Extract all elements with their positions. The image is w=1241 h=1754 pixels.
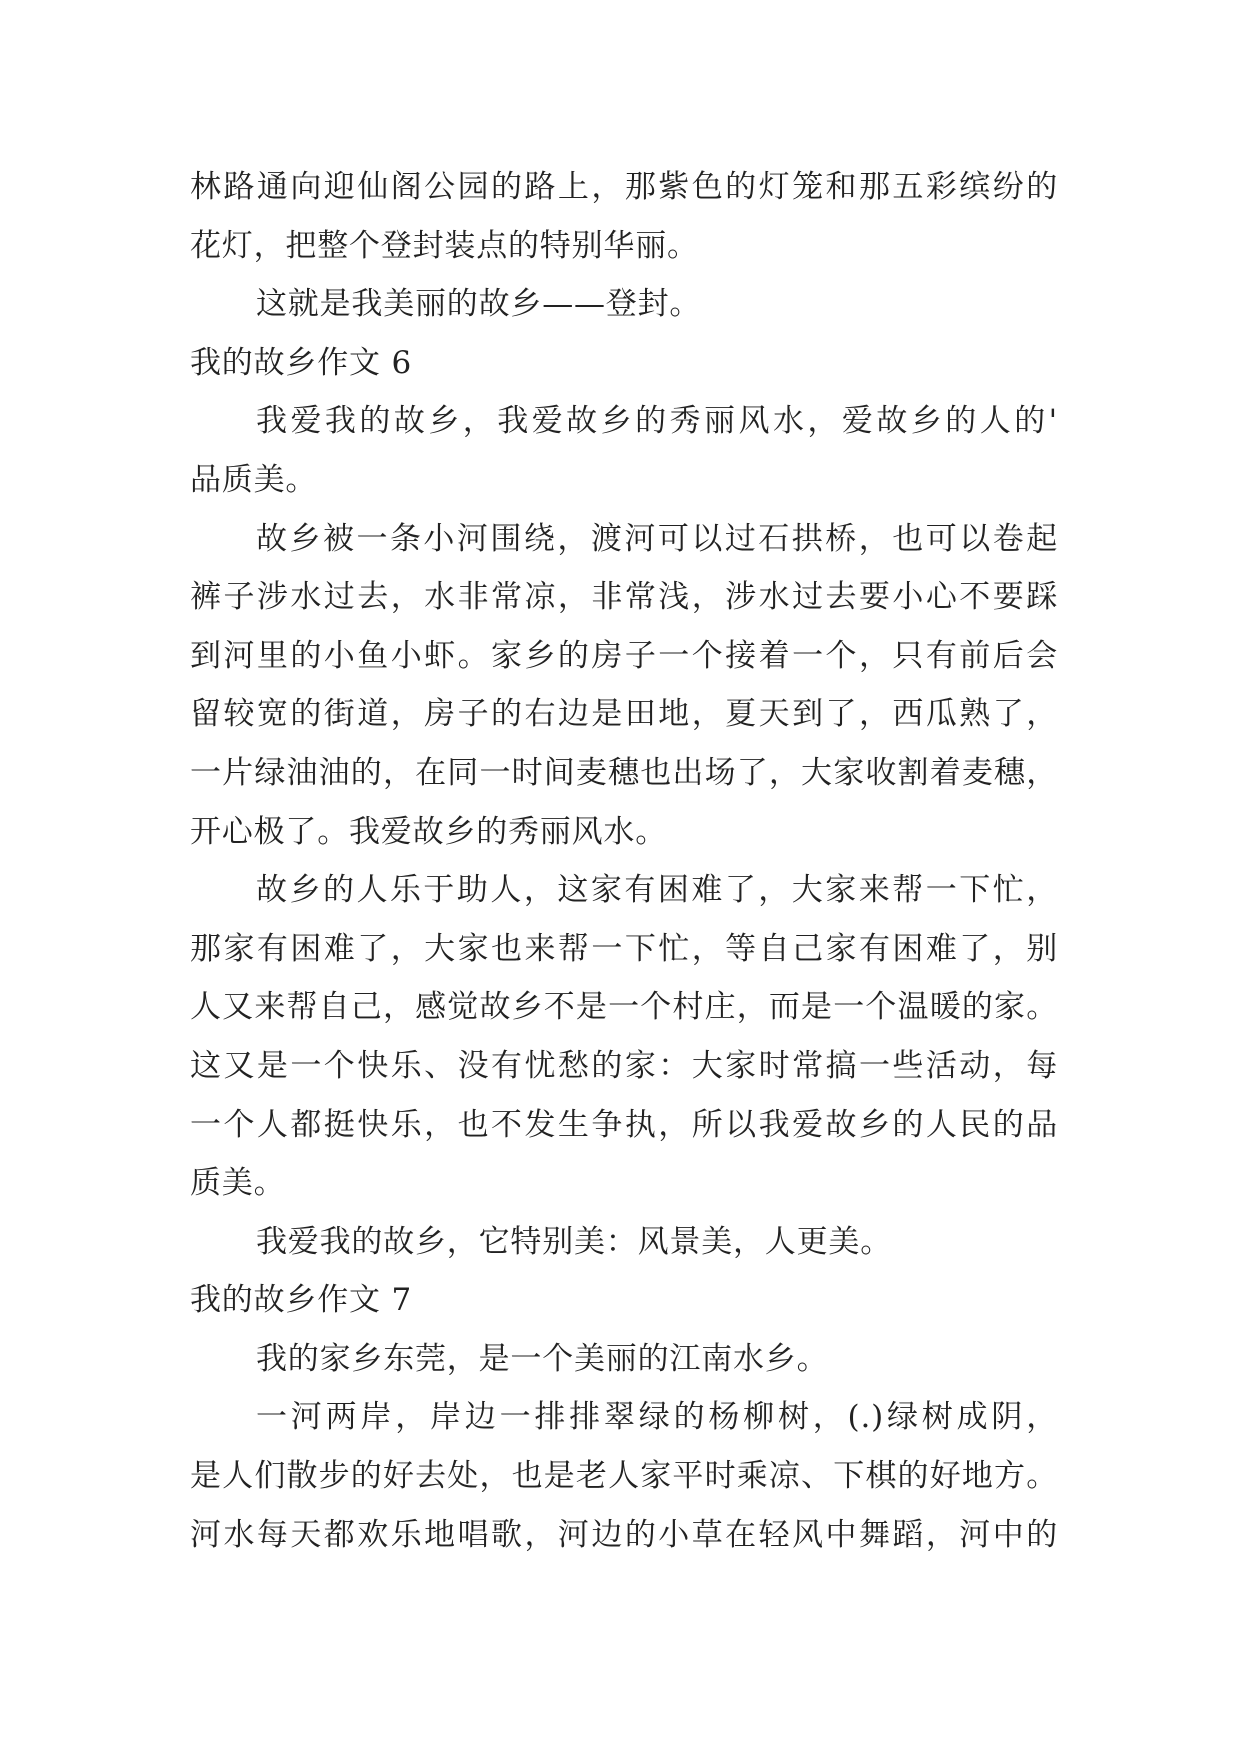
text-line: 故乡被一条小河围绕，渡河可以过石拱桥，也可以卷起: [256, 520, 1058, 557]
text-line: 留较宽的街道，房子的右边是田地，夏天到了，西瓜熟了，: [190, 696, 1058, 733]
text-line: 我的故乡作文 7: [190, 1282, 412, 1319]
text-line: 品质美。: [190, 461, 318, 498]
text-line: 是人们散步的好去处，也是老人家平时乘凉、下棋的好地方。: [190, 1458, 1058, 1495]
text-line: 一片绿油油的，在同一时间麦穗也出场了，大家收割着麦穗，: [190, 754, 1058, 791]
text-line: 一河两岸，岸边一排排翠绿的杨柳树，(.)绿树成阴，: [256, 1399, 1058, 1436]
text-line: 那家有困难了，大家也来帮一下忙，等自己家有困难了，别: [190, 930, 1058, 967]
text-line: 开心极了。我爱故乡的秀丽风水。: [190, 813, 667, 850]
text-line: 到河里的小鱼小虾。家乡的房子一个接着一个，只有前后会: [190, 637, 1058, 674]
text-line: 人又来帮自己，感觉故乡不是一个村庄，而是一个温暖的家。: [190, 989, 1058, 1026]
text-line: 裤子涉水过去，水非常凉，非常浅，涉水过去要小心不要踩: [190, 579, 1058, 616]
text-line: 这又是一个快乐、没有忧愁的家：大家时常搞一些活动，每: [190, 1047, 1058, 1084]
text-line: 我的故乡作文 6: [190, 344, 412, 381]
text-line: 我的家乡东莞，是一个美丽的江南水乡。: [256, 1340, 829, 1377]
text-line: 质美。: [190, 1165, 286, 1202]
text-line: 我爱我的故乡，它特别美：风景美，人更美。: [256, 1223, 892, 1260]
text-line: 花灯，把整个登封装点的特别华丽。: [190, 227, 699, 264]
text-line: 故乡的人乐于助人，这家有困难了，大家来帮一下忙，: [256, 872, 1058, 909]
text-line: 这就是我美丽的故乡——登封。: [256, 286, 702, 323]
text-line: 河水每天都欢乐地唱歌，河边的小草在轻风中舞蹈，河中的: [190, 1516, 1058, 1553]
text-line: 我爱我的故乡，我爱故乡的秀丽风水，爱故乡的人的': [256, 403, 1058, 440]
document-body: [190, 158, 1058, 1564]
text-line: 林路通向迎仙阁公园的路上，那紫色的灯笼和那五彩缤纷的: [190, 169, 1058, 205]
text-line: 一个人都挺快乐，也不发生争执，所以我爱故乡的人民的品: [190, 1106, 1058, 1143]
